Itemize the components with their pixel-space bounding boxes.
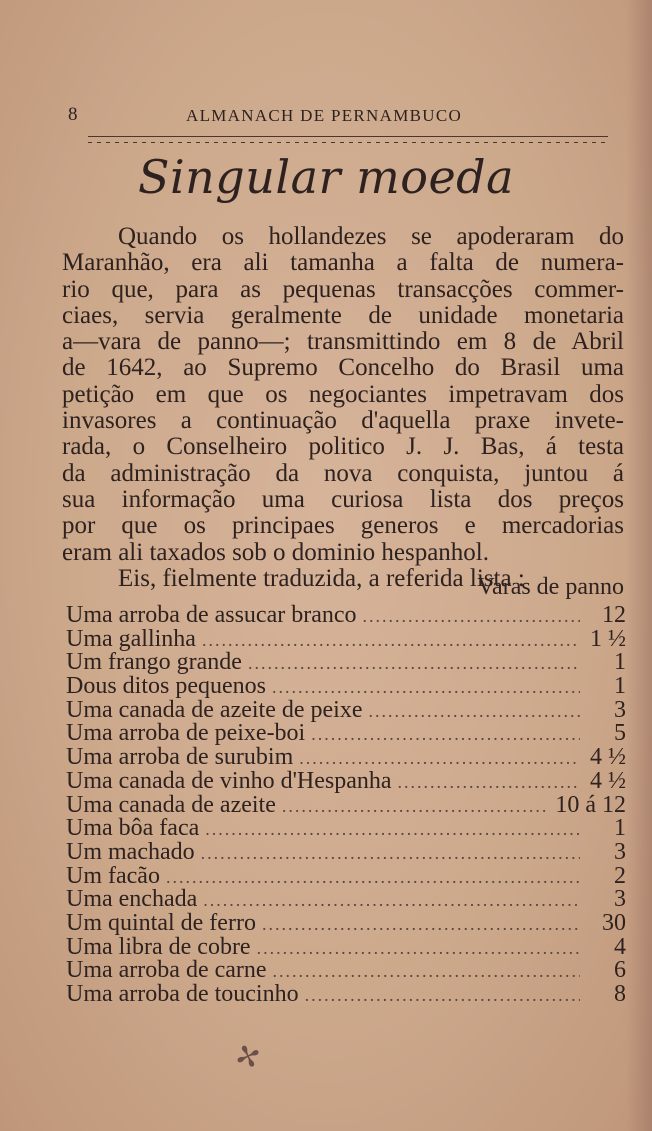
dot-leader: [202, 630, 580, 651]
paragraph-line: por que os principaes generos e mercadorias: [62, 512, 624, 540]
price-item: Uma libra de cobre: [66, 933, 251, 960]
paragraph-line: da administração da nova conquista, juntou á: [62, 459, 624, 487]
price-row: [66, 934, 626, 958]
price-value: 3: [614, 696, 626, 723]
price-item: Uma arroba de surubim: [66, 744, 294, 771]
price-item: Uma gallinha: [66, 625, 196, 652]
dot-leader: [398, 772, 580, 793]
paragraph-line: a—vara de panno—; transmittindo em 8 de Abril: [62, 328, 624, 356]
price-row: [66, 768, 626, 792]
price-item: Um quintal de ferro: [66, 909, 256, 936]
running-title: ALMANACH DE PERNAMBUCO: [186, 106, 463, 125]
price-item: Uma canada de vinho d'Hespanha: [66, 767, 392, 794]
price-item: Um frango grande: [66, 649, 242, 676]
price-row: [66, 886, 626, 913]
dot-leader: [201, 843, 580, 864]
article-title: Singular moeda: [137, 150, 515, 204]
price-row: [66, 910, 626, 934]
price-value: 12: [602, 602, 626, 628]
paragraph-line: Quando os hollandezes se apoderaram do: [118, 223, 624, 250]
price-item: Dous ditos pequenos: [66, 673, 266, 700]
price-row: [66, 957, 626, 984]
dot-leader: [305, 985, 580, 1006]
price-item: Uma arroba de peixe-boi: [66, 720, 306, 747]
dot-leader: [205, 819, 580, 840]
price-item: Uma arroba de toucinho: [66, 981, 299, 1007]
list-intro-line: Eis, fielmente traduzida, a referida lista :: [118, 564, 525, 592]
paragraph-line: de 1642, ao Supremo Concelho do Brasil uma: [62, 354, 624, 382]
price-value: 3: [614, 886, 626, 913]
price-value: 4: [614, 933, 626, 960]
price-item: Uma arroba de assucar branco: [66, 602, 357, 628]
dot-leader: [368, 701, 580, 722]
price-value: 1: [614, 815, 626, 842]
dot-leader: [299, 748, 580, 769]
dot-leader: [166, 867, 580, 888]
price-row: [66, 626, 626, 650]
price-value: 4 ½: [590, 744, 626, 771]
price-item: Uma canada de azeite: [66, 791, 276, 818]
ink-mark-ornament: ✢: [229, 1036, 268, 1079]
paragraph-line: Maranhão, era ali tamanha a falta de numera-: [62, 249, 624, 277]
article-body: [62, 224, 624, 592]
dot-leader: [273, 961, 580, 982]
price-row: [66, 863, 626, 887]
paragraph-line: invasores a continuação d'aquella praxe invete-: [62, 407, 624, 435]
price-value: 30: [602, 909, 626, 936]
paragraph-line: rio que, para as pequenas transacções commer-: [62, 275, 624, 303]
dot-leader: [257, 938, 580, 959]
price-row: [66, 839, 626, 863]
price-value: 1 ½: [590, 625, 626, 652]
price-row: [66, 673, 626, 700]
paragraph-line: eram ali taxados sob o dominio hespanhol.: [62, 538, 490, 566]
price-item: Uma bôa faca: [66, 815, 200, 842]
price-row: [66, 649, 626, 676]
price-value: 1: [614, 673, 626, 700]
price-item: Um machado: [66, 838, 195, 865]
price-row: [66, 697, 626, 721]
price-item: Uma enchada: [66, 886, 198, 913]
price-row: [66, 602, 626, 626]
header-rule: [88, 136, 608, 145]
price-value: 3: [614, 838, 626, 865]
paragraph-line: petição em que os negociantes impetravam dos: [62, 380, 624, 408]
price-row: [66, 744, 626, 771]
dot-leader: [203, 890, 580, 911]
price-list: [66, 602, 626, 1005]
price-column-header: Varas de panno: [477, 574, 624, 600]
dot-leader: [363, 606, 580, 627]
price-value: 6: [614, 957, 626, 984]
price-value: 2: [614, 862, 626, 889]
paragraph-line: ciaes, servia geralmente de unidade monetaria: [62, 301, 624, 329]
dot-leader: [311, 724, 580, 745]
price-item: Um facão: [66, 862, 160, 889]
price-value: 1: [614, 649, 626, 676]
price-item: Uma arroba de carne: [66, 957, 267, 984]
price-value: 4 ½: [590, 767, 626, 794]
price-value: 10 á 12: [555, 791, 626, 818]
dot-leader: [262, 914, 580, 935]
price-row: [66, 981, 626, 1005]
page-number: 8: [68, 104, 79, 125]
price-value: 5: [614, 720, 626, 747]
paragraph-line: sua informação uma curiosa lista dos preços: [62, 485, 624, 513]
dot-leader: [272, 677, 580, 698]
dot-leader: [248, 653, 580, 674]
dot-leader: [282, 796, 549, 817]
price-item: Uma canada de azeite de peixe: [66, 696, 363, 723]
paragraph-line: rada, o Conselheiro politico J. J. Bas, á testa: [62, 433, 624, 461]
page-header: [60, 104, 580, 132]
price-value: 8: [614, 981, 626, 1007]
price-row: [66, 720, 626, 747]
price-row: [66, 815, 626, 842]
price-row: [66, 792, 626, 816]
